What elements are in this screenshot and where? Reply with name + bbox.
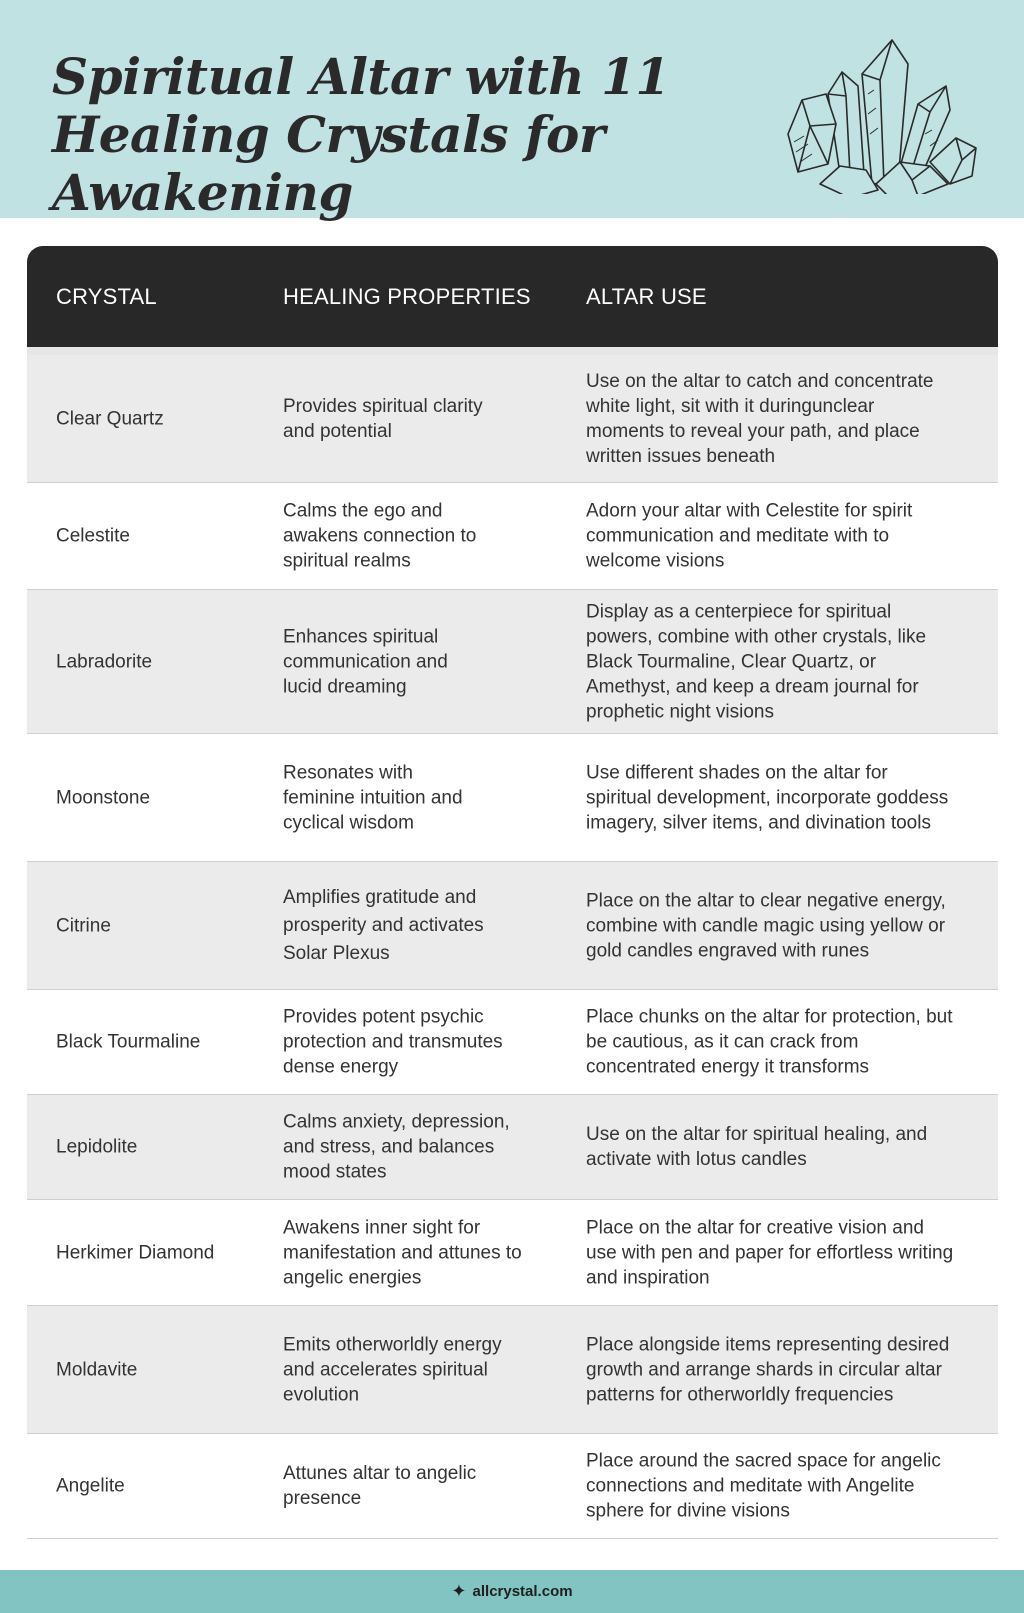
crystal-name: Labradorite — [56, 651, 153, 672]
footer-site-link[interactable]: allcrystal.com — [472, 1583, 573, 1600]
altar-use: Place on the altar for creative vision and use with pen and paper for effortless writing and inspiration — [586, 1217, 954, 1288]
column-header-crystal: CRYSTAL — [56, 284, 157, 309]
crystal-name: Lepidolite — [56, 1136, 138, 1158]
table-row — [27, 1200, 998, 1306]
healing-properties: Calms the ego and awakens connection to spiritual realms — [283, 500, 477, 572]
crystal-name: Black Tourmaline — [56, 1031, 201, 1053]
table-row — [27, 347, 998, 483]
page-title: Spiritual Altar with 11 Healing Crystals for Awakening — [52, 47, 670, 222]
table-row — [27, 1434, 998, 1539]
healing-properties: Resonates with feminine intuition and cyclical wisdom — [283, 762, 463, 833]
table-header — [27, 246, 998, 347]
footer-bar — [0, 1570, 1024, 1613]
healing-properties: Provides spiritual clarity and potential — [283, 395, 483, 442]
table-row — [27, 1095, 998, 1200]
altar-use: Place around the sacred space for angelic connections and meditate with Angelite sphere for divine visions — [586, 1450, 941, 1522]
healing-properties: Awakens inner sight for manifestation and attunes to angelic energies — [283, 1217, 522, 1288]
altar-use: Use different shades on the altar for spiritual development, incorporate goddess imagery, silver items, and divination tools — [586, 762, 949, 833]
healing-properties: Provides potent psychic protection and transmutes dense energy — [283, 1006, 503, 1078]
altar-use: Display as a centerpiece for spiritual powers, combine with other crystals, like Black Tourmaline, Clear Quartz, or Amethyst, and keep a dream journal for prophetic night visions — [586, 601, 927, 722]
altar-use: Use on the altar to catch and concentrate white light, sit with it duringunclear moments to reveal your path, and place written issues beneath — [586, 370, 934, 467]
table-row — [27, 590, 998, 734]
healing-properties: Attunes altar to angelic presence — [283, 1463, 477, 1509]
crystal-table — [27, 246, 998, 1539]
crystal-name: Moldavite — [56, 1359, 138, 1380]
crystal-name: Clear Quartz — [56, 408, 164, 429]
healing-properties: Enhances spiritual communication and lucid dreaming — [283, 626, 448, 697]
crystal-cluster-icon — [780, 34, 980, 194]
header-banner — [0, 0, 1024, 222]
column-header-use: ALTAR USE — [586, 284, 707, 309]
table-row — [27, 734, 998, 862]
column-header-properties: HEALING PROPERTIES — [283, 284, 531, 309]
altar-use: Place on the altar to clear negative energy, combine with candle magic using yellow or gold candles engraved with runes — [586, 890, 946, 961]
table-row — [27, 990, 998, 1095]
sparkle-icon: ✦ — [451, 1581, 467, 1601]
crystal-name: Celestite — [56, 525, 130, 547]
altar-use: Place alongside items representing desired growth and arrange shards in circular altar patterns for otherworldly frequencies — [586, 1334, 950, 1405]
crystal-name: Angelite — [56, 1475, 125, 1497]
altar-use: Use on the altar for spiritual healing, and activate with lotus candles — [586, 1124, 928, 1170]
table-row — [27, 862, 998, 990]
table-row — [27, 1306, 998, 1434]
table-row — [27, 483, 998, 590]
crystal-name: Herkimer Diamond — [56, 1242, 215, 1263]
crystal-name: Moonstone — [56, 787, 151, 808]
altar-use: Place chunks on the altar for protection, but be cautious, as it can crack from concentrated energy it transforms — [586, 1006, 953, 1078]
healing-properties: Calms anxiety, depression, and stress, and balances mood states — [283, 1111, 510, 1183]
altar-use: Adorn your altar with Celestite for spirit communication and meditate with to welcome visions — [586, 500, 913, 572]
healing-properties: Amplifies gratitude and prosperity and activates Solar Plexus — [283, 886, 484, 964]
crystal-name: Citrine — [56, 915, 111, 936]
healing-properties: Emits otherworldly energy and accelerates spiritual evolution — [283, 1334, 502, 1405]
